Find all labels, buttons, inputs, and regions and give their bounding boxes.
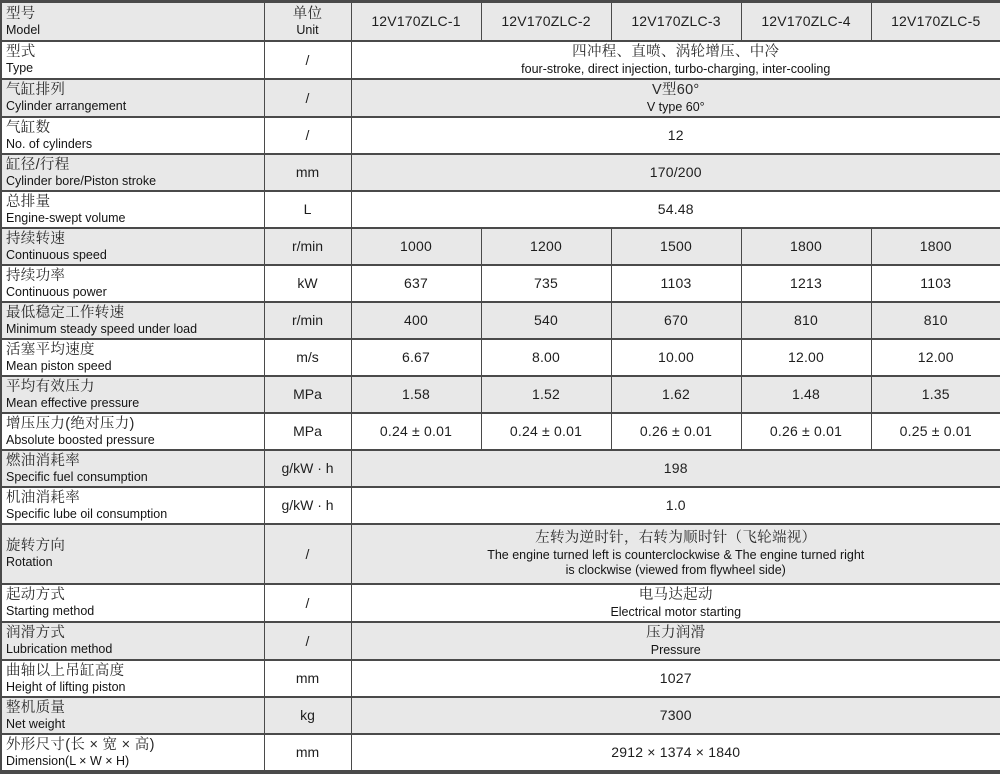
row-unit-cell: / [264, 117, 351, 154]
row-label-en: Cylinder bore/Piston stroke [6, 173, 157, 188]
row-label-zh: 最低稳定工作转速 [6, 304, 125, 321]
row-value-cell: 810 [871, 302, 1000, 339]
row-label-zh: 气缸排列 [6, 82, 66, 98]
header-model-name: 12V170ZLC-1 [351, 2, 481, 41]
merged-value-zh: 四冲程、直喷、涡轮增压、中冷 [572, 43, 780, 60]
table-row [1, 697, 1000, 734]
row-value-cell: 0.25 ± 0.01 [871, 413, 1000, 450]
row-label-cell [1, 450, 264, 487]
row-value-cell: 0.24 ± 0.01 [351, 413, 481, 450]
row-unit-cell: mm [264, 154, 351, 191]
row-value-cell: 0.26 ± 0.01 [611, 413, 741, 450]
row-label-zh: 燃油消耗率 [6, 452, 80, 469]
row-unit-cell: mm [264, 734, 351, 772]
row-value-cell: 12.00 [871, 339, 1000, 376]
header-row [1, 2, 1000, 41]
table-row [1, 79, 1000, 117]
row-value-cell: 0.24 ± 0.01 [481, 413, 611, 450]
table-row [1, 265, 1000, 302]
merged-value-en: four-stroke, direct injection, turbo-charging, inter-cooling [521, 61, 831, 76]
row-value-cell: 670 [611, 302, 741, 339]
row-merged-value-cell [351, 154, 1000, 191]
row-value-cell: 540 [481, 302, 611, 339]
header-model-label-zh: 型号 [6, 5, 36, 22]
row-label-en: Starting method [6, 604, 95, 618]
table-row [1, 228, 1000, 265]
row-unit-cell: mm [264, 660, 351, 697]
row-value-cell: 810 [741, 302, 871, 339]
row-label-zh: 缸径/行程 [6, 156, 70, 173]
row-merged-value-cell [351, 524, 1000, 584]
merged-value-text: 2912 × 1374 × 1840 [611, 744, 741, 760]
row-label-zh: 平均有效压力 [6, 378, 95, 395]
row-label-zh: 润滑方式 [6, 625, 66, 641]
merged-value-text: 54.48 [657, 201, 694, 217]
row-merged-value-cell [351, 117, 1000, 154]
row-label-cell [1, 622, 264, 660]
merged-value-en: V type 60° [646, 99, 705, 114]
row-merged-value-cell [351, 584, 1000, 622]
table-row [1, 302, 1000, 339]
row-label-cell [1, 660, 264, 697]
merged-value-text: 12 [667, 127, 684, 143]
header-model-name: 12V170ZLC-5 [871, 2, 1000, 41]
table-row [1, 413, 1000, 450]
row-unit-cell: / [264, 584, 351, 622]
row-label-en: Mean effective pressure [6, 395, 140, 410]
merged-value-en: Pressure [650, 642, 701, 657]
merged-value-zh: 左转为逆时针，右转为顺时针（飞轮端视） [535, 530, 817, 546]
merged-value-text: 7300 [659, 707, 692, 723]
row-value-cell: 735 [481, 265, 611, 302]
row-label-cell [1, 302, 264, 339]
merged-value-zh: 压力润滑 [646, 624, 706, 641]
row-unit-cell: / [264, 524, 351, 584]
row-label-en: Mean piston speed [6, 358, 112, 373]
row-label-en: Engine-swept volume [6, 210, 126, 225]
table-row [1, 487, 1000, 524]
row-label-zh: 持续转速 [6, 230, 66, 247]
row-label-zh: 活塞平均速度 [6, 341, 95, 358]
row-label-zh: 持续功率 [6, 267, 66, 284]
row-label-en: Net weight [6, 716, 66, 731]
row-value-cell: 1500 [611, 228, 741, 265]
merged-value-zh: V型60° [651, 81, 700, 98]
row-unit-cell: L [264, 191, 351, 228]
row-label-zh: 起动方式 [6, 587, 66, 603]
header-model-name: 12V170ZLC-4 [741, 2, 871, 41]
row-value-cell: 400 [351, 302, 481, 339]
row-label-en: Rotation [6, 555, 53, 569]
row-unit-cell: / [264, 622, 351, 660]
row-label-en: Lubrication method [6, 642, 113, 656]
header-model-name: 12V170ZLC-2 [481, 2, 611, 41]
row-label-en: Continuous power [6, 284, 107, 299]
header-unit-label-zh: 单位 [292, 5, 323, 22]
table-row [1, 622, 1000, 660]
row-label-en: Continuous speed [6, 247, 107, 262]
row-value-cell: 1200 [481, 228, 611, 265]
row-label-cell [1, 697, 264, 734]
row-label-en: Dimension(L × W × H) [6, 753, 130, 768]
row-unit-cell: MPa [264, 376, 351, 413]
header-model-label-en: Model [6, 22, 41, 37]
row-value-cell: 12.00 [741, 339, 871, 376]
row-value-cell: 1213 [741, 265, 871, 302]
engine-spec-table-body [1, 2, 1000, 772]
table-row [1, 376, 1000, 413]
table-row [1, 734, 1000, 772]
row-label-zh: 曲轴以上吊缸高度 [6, 662, 125, 679]
row-label-cell [1, 191, 264, 228]
table-row [1, 117, 1000, 154]
row-value-cell: 1800 [741, 228, 871, 265]
merged-value-text: 1.0 [665, 497, 686, 513]
row-value-cell: 10.00 [611, 339, 741, 376]
merged-value-en: The engine turned left is counterclockwise & The engine turned right [487, 548, 865, 562]
header-unit-label-en: Unit [296, 22, 319, 37]
row-value-cell: 1.58 [351, 376, 481, 413]
row-label-zh: 增压压力(绝对压力) [6, 415, 135, 432]
merged-value-text: 1027 [659, 670, 692, 686]
row-label-en: No. of cylinders [6, 136, 93, 151]
row-label-en: Cylinder arrangement [6, 99, 127, 113]
table-row [1, 154, 1000, 191]
table-row [1, 660, 1000, 697]
row-label-zh: 总排量 [6, 193, 51, 210]
row-unit-cell: r/min [264, 228, 351, 265]
row-value-cell: 1.48 [741, 376, 871, 413]
row-merged-value-cell [351, 660, 1000, 697]
row-unit-cell: MPa [264, 413, 351, 450]
table-row [1, 584, 1000, 622]
row-label-cell [1, 584, 264, 622]
row-label-en: Specific lube oil consumption [6, 506, 168, 521]
row-label-cell [1, 339, 264, 376]
row-label-zh: 整机质量 [6, 699, 66, 716]
row-label-en: Minimum steady speed under load [6, 321, 198, 336]
row-merged-value-cell [351, 697, 1000, 734]
row-unit-cell: r/min [264, 302, 351, 339]
row-label-en: Absolute boosted pressure [6, 432, 155, 447]
row-unit-cell: / [264, 79, 351, 117]
row-value-cell: 1103 [871, 265, 1000, 302]
row-unit-cell: g/kW · h [264, 450, 351, 487]
row-merged-value-cell [351, 79, 1000, 117]
table-row [1, 339, 1000, 376]
row-value-cell: 1000 [351, 228, 481, 265]
header-unit-cell [264, 2, 351, 41]
row-value-cell: 1.62 [611, 376, 741, 413]
row-merged-value-cell [351, 450, 1000, 487]
row-label-en: Type [6, 61, 34, 75]
row-label-en: Specific fuel consumption [6, 469, 148, 484]
row-label-cell [1, 265, 264, 302]
table-row [1, 450, 1000, 487]
row-merged-value-cell [351, 41, 1000, 79]
merged-value-text: 198 [663, 460, 688, 476]
row-value-cell: 0.26 ± 0.01 [741, 413, 871, 450]
row-unit-cell: kg [264, 697, 351, 734]
row-label-cell [1, 524, 264, 584]
merged-value-text: 170/200 [649, 164, 702, 180]
row-merged-value-cell [351, 191, 1000, 228]
row-label-cell [1, 41, 264, 79]
row-label-cell [1, 376, 264, 413]
row-label-zh: 机油消耗率 [6, 489, 80, 506]
row-label-zh: 气缸数 [6, 119, 51, 136]
row-label-en: Height of lifting piston [6, 679, 126, 694]
row-label-zh: 型式 [6, 44, 36, 60]
row-label-cell [1, 117, 264, 154]
table-row [1, 191, 1000, 228]
row-label-zh: 外形尺寸(长 × 宽 × 高) [6, 736, 155, 753]
row-merged-value-cell [351, 622, 1000, 660]
merged-value-en: Electrical motor starting [610, 604, 742, 619]
merged-value-zh: 电马达起动 [638, 586, 713, 603]
row-value-cell: 1103 [611, 265, 741, 302]
row-value-cell: 1.52 [481, 376, 611, 413]
row-label-cell [1, 487, 264, 524]
row-label-zh: 旋转方向 [6, 538, 66, 554]
row-label-cell [1, 734, 264, 772]
header-model-label-cell [1, 2, 264, 41]
row-value-cell: 8.00 [481, 339, 611, 376]
row-label-cell [1, 154, 264, 191]
row-unit-cell: g/kW · h [264, 487, 351, 524]
row-value-cell: 637 [351, 265, 481, 302]
row-label-cell [1, 228, 264, 265]
row-unit-cell: m/s [264, 339, 351, 376]
table-row [1, 41, 1000, 79]
merged-value-en-line2: is clockwise (viewed from flywheel side) [565, 563, 786, 577]
row-value-cell: 1.35 [871, 376, 1000, 413]
row-unit-cell: / [264, 41, 351, 79]
row-value-cell: 6.67 [351, 339, 481, 376]
row-merged-value-cell [351, 734, 1000, 772]
header-model-name: 12V170ZLC-3 [611, 2, 741, 41]
row-value-cell: 1800 [871, 228, 1000, 265]
row-label-cell [1, 413, 264, 450]
row-merged-value-cell [351, 487, 1000, 524]
row-unit-cell: kW [264, 265, 351, 302]
table-row [1, 524, 1000, 584]
row-label-cell [1, 79, 264, 117]
